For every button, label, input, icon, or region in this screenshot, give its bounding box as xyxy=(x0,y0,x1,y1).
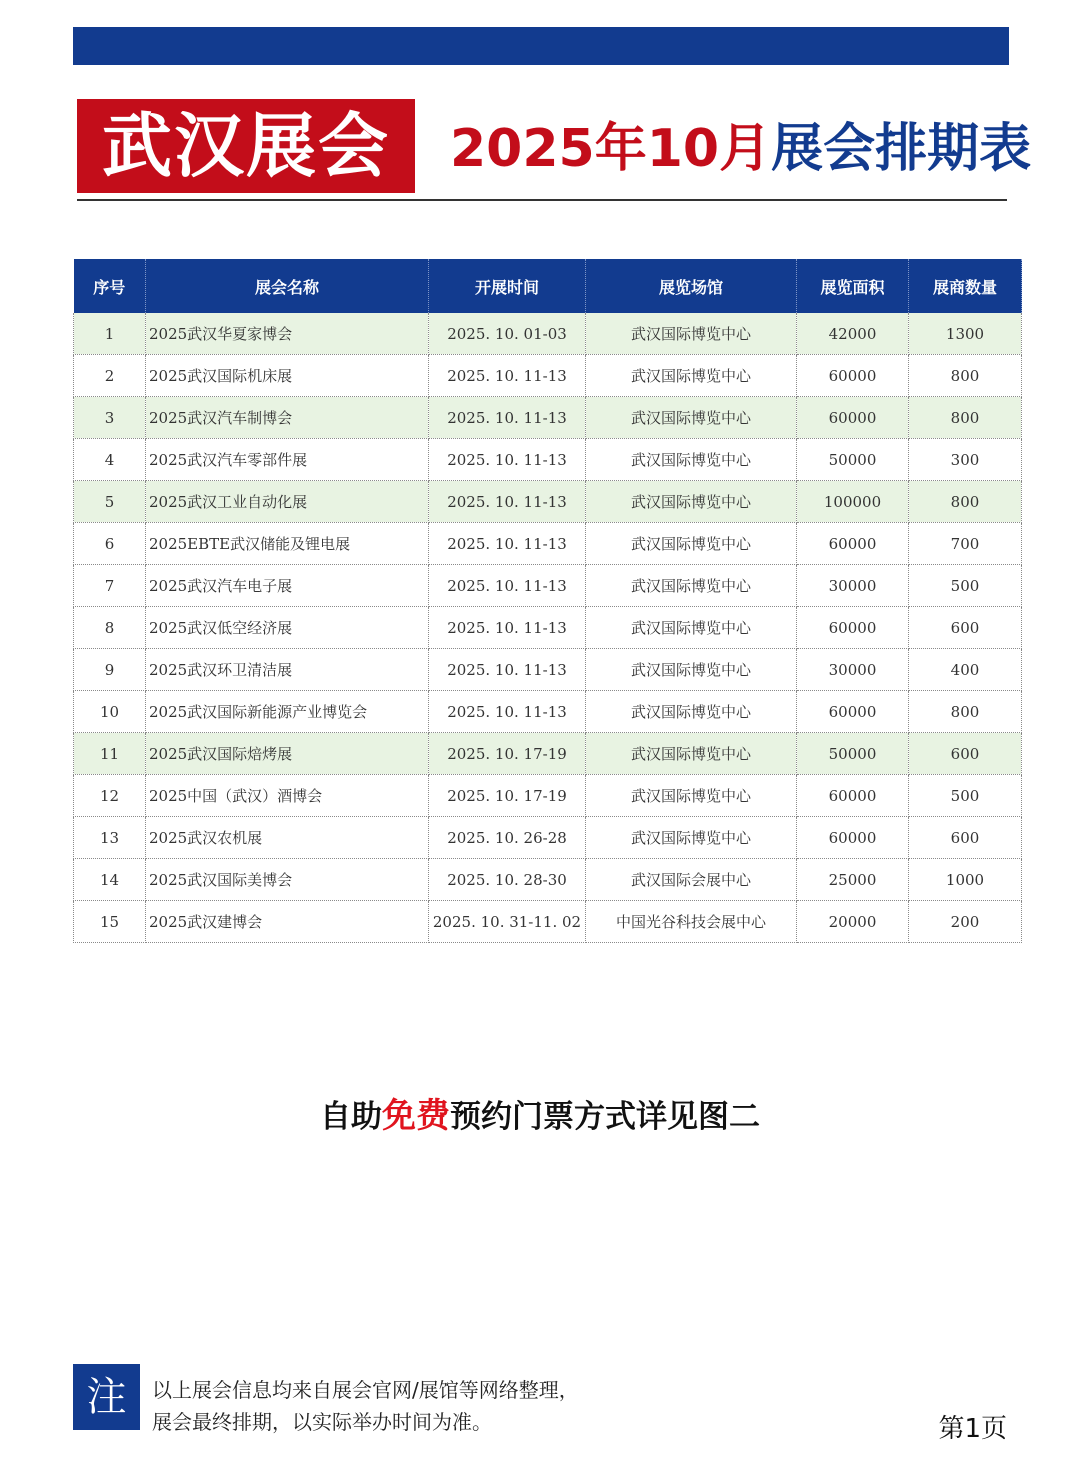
cell-no: 5 xyxy=(74,481,146,523)
cell-venue: 武汉国际博览中心 xyxy=(586,523,797,565)
cell-exhibitors: 1000 xyxy=(909,859,1022,901)
cell-exhibitors: 400 xyxy=(909,649,1022,691)
cell-venue: 武汉国际博览中心 xyxy=(586,733,797,775)
header-divider xyxy=(77,199,1007,201)
exhibition-schedule-table xyxy=(73,259,1022,943)
cell-date: 2025. 10. 11-13 xyxy=(429,607,586,649)
table-row xyxy=(74,523,1022,565)
cell-date: 2025. 10. 11-13 xyxy=(429,439,586,481)
cell-name: 2025武汉低空经济展 xyxy=(146,607,429,649)
cell-no: 3 xyxy=(74,397,146,439)
title-month: 2025年10月 xyxy=(450,119,772,179)
cell-area: 50000 xyxy=(797,733,909,775)
cell-name: 2025武汉国际新能源产业博览会 xyxy=(146,691,429,733)
cell-area: 100000 xyxy=(797,481,909,523)
table-row xyxy=(74,607,1022,649)
col-header-venue: 展览场馆 xyxy=(586,259,797,313)
cell-exhibitors: 800 xyxy=(909,355,1022,397)
cell-name: 2025武汉汽车电子展 xyxy=(146,565,429,607)
cell-no: 6 xyxy=(74,523,146,565)
cell-no: 11 xyxy=(74,733,146,775)
cta-suffix: 预约门票方式详见图二 xyxy=(450,1099,760,1135)
cell-exhibitors: 500 xyxy=(909,565,1022,607)
cell-no: 4 xyxy=(74,439,146,481)
cell-exhibitors: 800 xyxy=(909,691,1022,733)
page-title xyxy=(450,114,1031,184)
cell-exhibitors: 500 xyxy=(909,775,1022,817)
cell-exhibitors: 1300 xyxy=(909,313,1022,355)
cell-venue: 武汉国际博览中心 xyxy=(586,649,797,691)
cell-venue: 武汉国际博览中心 xyxy=(586,313,797,355)
cell-exhibitors: 300 xyxy=(909,439,1022,481)
table-body xyxy=(74,313,1022,943)
cell-name: 2025武汉汽车制博会 xyxy=(146,397,429,439)
cell-venue: 武汉国际博览中心 xyxy=(586,817,797,859)
table-row xyxy=(74,775,1022,817)
cell-name: 2025武汉国际美博会 xyxy=(146,859,429,901)
table-row xyxy=(74,355,1022,397)
cell-venue: 武汉国际博览中心 xyxy=(586,691,797,733)
ticket-booking-note xyxy=(0,1088,1080,1137)
cell-name: 2025武汉国际焙烤展 xyxy=(146,733,429,775)
table-row xyxy=(74,817,1022,859)
note-line-2: 展会最终排期，以实际举办时间为准。 xyxy=(152,1410,492,1434)
cell-area: 60000 xyxy=(797,607,909,649)
cell-name: 2025EBTE武汉储能及锂电展 xyxy=(146,523,429,565)
cell-exhibitors: 700 xyxy=(909,523,1022,565)
cell-exhibitors: 600 xyxy=(909,733,1022,775)
cell-area: 30000 xyxy=(797,565,909,607)
cell-exhibitors: 800 xyxy=(909,481,1022,523)
cell-name: 2025武汉工业自动化展 xyxy=(146,481,429,523)
cell-no: 9 xyxy=(74,649,146,691)
cell-name: 2025武汉国际机床展 xyxy=(146,355,429,397)
cell-area: 25000 xyxy=(797,859,909,901)
cell-area: 30000 xyxy=(797,649,909,691)
cell-date: 2025. 10. 17-19 xyxy=(429,775,586,817)
cell-area: 60000 xyxy=(797,817,909,859)
cell-no: 14 xyxy=(74,859,146,901)
table-row xyxy=(74,649,1022,691)
table-row xyxy=(74,901,1022,943)
cell-venue: 武汉国际博览中心 xyxy=(586,481,797,523)
table-row xyxy=(74,733,1022,775)
top-banner-bar xyxy=(73,27,1009,65)
cell-no: 13 xyxy=(74,817,146,859)
col-header-area: 展览面积 xyxy=(797,259,909,313)
cell-venue: 武汉国际会展中心 xyxy=(586,859,797,901)
col-header-no: 序号 xyxy=(74,259,146,313)
cell-area: 20000 xyxy=(797,901,909,943)
table-row xyxy=(74,439,1022,481)
cell-date: 2025. 10. 11-13 xyxy=(429,397,586,439)
cell-venue: 武汉国际博览中心 xyxy=(586,607,797,649)
table-row xyxy=(74,565,1022,607)
cell-date: 2025. 10. 11-13 xyxy=(429,691,586,733)
cell-date: 2025. 10. 28-30 xyxy=(429,859,586,901)
cell-name: 2025中国（武汉）酒博会 xyxy=(146,775,429,817)
note-badge: 注 xyxy=(73,1364,140,1430)
cell-venue: 武汉国际博览中心 xyxy=(586,439,797,481)
cell-venue: 武汉国际博览中心 xyxy=(586,397,797,439)
cell-date: 2025. 10. 01-03 xyxy=(429,313,586,355)
table-row xyxy=(74,313,1022,355)
col-header-exhibitors: 展商数量 xyxy=(909,259,1022,313)
cell-venue: 中国光谷科技会展中心 xyxy=(586,901,797,943)
cell-venue: 武汉国际博览中心 xyxy=(586,565,797,607)
cell-name: 2025武汉环卫清洁展 xyxy=(146,649,429,691)
title-schedule: 展会排期表 xyxy=(771,119,1032,179)
cell-date: 2025. 10. 11-13 xyxy=(429,481,586,523)
table-row xyxy=(74,859,1022,901)
cell-no: 12 xyxy=(74,775,146,817)
cell-date: 2025. 10. 11-13 xyxy=(429,565,586,607)
brand-badge: 武汉展会 xyxy=(77,99,415,193)
cell-no: 7 xyxy=(74,565,146,607)
cell-name: 2025武汉建博会 xyxy=(146,901,429,943)
cell-name: 2025武汉汽车零部件展 xyxy=(146,439,429,481)
cta-free: 免费 xyxy=(382,1096,450,1136)
cell-exhibitors: 800 xyxy=(909,397,1022,439)
cell-area: 50000 xyxy=(797,439,909,481)
cell-exhibitors: 600 xyxy=(909,817,1022,859)
cell-date: 2025. 10. 11-13 xyxy=(429,649,586,691)
cell-name: 2025武汉农机展 xyxy=(146,817,429,859)
page-number: 第1页 xyxy=(938,1414,1007,1444)
cell-area: 60000 xyxy=(797,397,909,439)
cell-date: 2025. 10. 11-13 xyxy=(429,523,586,565)
cell-area: 60000 xyxy=(797,691,909,733)
cell-venue: 武汉国际博览中心 xyxy=(586,355,797,397)
cell-no: 10 xyxy=(74,691,146,733)
cell-date: 2025. 10. 11-13 xyxy=(429,355,586,397)
cell-date: 2025. 10. 26-28 xyxy=(429,817,586,859)
cell-exhibitors: 600 xyxy=(909,607,1022,649)
table-row xyxy=(74,691,1022,733)
cta-prefix: 自助 xyxy=(320,1099,382,1135)
cell-no: 15 xyxy=(74,901,146,943)
cell-no: 8 xyxy=(74,607,146,649)
cell-no: 1 xyxy=(74,313,146,355)
cell-area: 60000 xyxy=(797,523,909,565)
cell-date: 2025. 10. 31-11. 02 xyxy=(429,901,586,943)
cell-area: 60000 xyxy=(797,355,909,397)
cell-no: 2 xyxy=(74,355,146,397)
cell-exhibitors: 200 xyxy=(909,901,1022,943)
cell-date: 2025. 10. 17-19 xyxy=(429,733,586,775)
cell-name: 2025武汉华夏家博会 xyxy=(146,313,429,355)
cell-area: 42000 xyxy=(797,313,909,355)
cell-venue: 武汉国际博览中心 xyxy=(586,775,797,817)
table-row xyxy=(74,397,1022,439)
col-header-date: 开展时间 xyxy=(429,259,586,313)
col-header-name: 展会名称 xyxy=(146,259,429,313)
note-line-1: 以上展会信息均来自展会官网/展馆等网络整理， xyxy=(152,1378,579,1402)
cell-area: 60000 xyxy=(797,775,909,817)
table-header-row xyxy=(74,259,1022,313)
table-row xyxy=(74,481,1022,523)
